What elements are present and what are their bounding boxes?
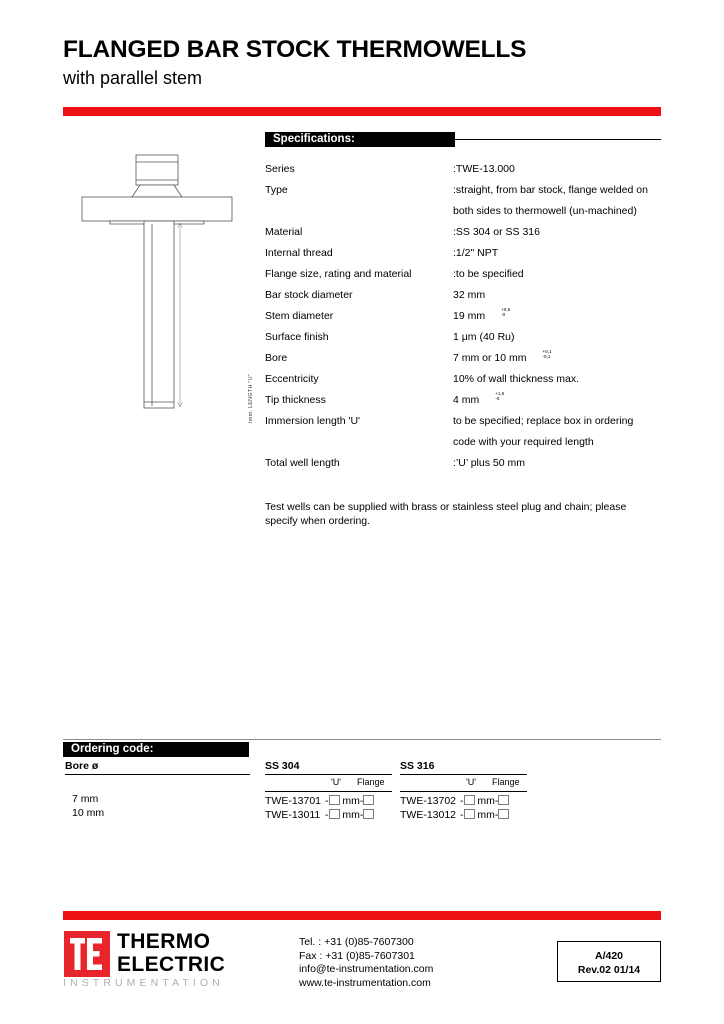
spec-value: :SS 304 or SS 316 <box>453 226 540 238</box>
spec-key: Tip thickness <box>265 394 326 406</box>
dash: - <box>460 808 464 821</box>
spec-value: 32 mm <box>453 289 486 301</box>
thermowell-svg <box>70 140 250 440</box>
order-code-list <box>265 795 395 822</box>
spec-key: Stem diameter <box>265 310 334 322</box>
bore-value: 10 mm <box>72 806 105 819</box>
spec-value-text: 7 mm or 10 mm <box>453 352 527 364</box>
spec-key: Bore <box>265 352 288 364</box>
tolerance-marker <box>542 349 569 362</box>
spec-row-stem-diameter <box>265 307 665 331</box>
order-code-list <box>400 795 530 822</box>
spec-value: :’U’ plus 50 mm <box>453 457 525 469</box>
tolerance-marker <box>495 391 521 404</box>
order-code: TWE-13701 <box>265 795 322 807</box>
material-subheader-rule <box>400 791 527 792</box>
company-name-line1: THERMO <box>117 930 211 953</box>
order-code-fields <box>460 795 509 809</box>
spec-value: :to be specified <box>453 268 524 280</box>
material-subheader-rule <box>265 791 392 792</box>
footer-red-rule <box>63 911 661 920</box>
unit-label: mm- <box>342 795 364 807</box>
specifications-heading: Specifications: <box>273 133 355 145</box>
material-column-title: SS 316 <box>400 760 435 772</box>
flange-input-box[interactable] <box>363 809 374 819</box>
document-revision-box <box>557 941 661 982</box>
spec-value <box>453 391 521 406</box>
spec-row-total-well-length <box>265 457 665 478</box>
material-column-rule <box>265 774 392 775</box>
dash: - <box>460 795 464 807</box>
subheader-flange: Flange <box>492 777 520 787</box>
spec-row-bore <box>265 349 665 373</box>
material-column-rule <box>400 774 527 775</box>
material-column-subheaders <box>265 777 395 790</box>
tolerance-lower: -0 <box>501 312 506 317</box>
spec-key: Immersion length 'U' <box>265 415 361 427</box>
order-code-fields <box>460 809 509 823</box>
page-title: FLANGED BAR STOCK THERMOWELLS <box>63 36 527 63</box>
tolerance-upper: +0,1 <box>542 349 552 354</box>
contact-fax: Fax : +31 (0)85-7607301 <box>299 949 415 962</box>
order-code: TWE-13702 <box>400 795 457 807</box>
u-length-input-box[interactable] <box>464 809 475 819</box>
tolerance-lower: -0,1 <box>542 354 551 359</box>
spec-value-text: 4 mm <box>453 394 480 406</box>
tolerance-marker <box>501 307 527 320</box>
flange-input-box[interactable] <box>498 809 509 819</box>
spec-key: Internal thread <box>265 247 333 259</box>
spec-value: 1 μm (40 Ru) <box>453 331 515 343</box>
ordering-column-bore <box>65 760 250 820</box>
unit-label: mm- <box>477 795 499 807</box>
tolerance-lower: -0 <box>495 396 500 401</box>
spec-row-surface-finish <box>265 331 665 352</box>
spec-key: Surface finish <box>265 331 329 343</box>
ordering-column-ss316 <box>400 760 530 822</box>
spec-key: Eccentricity <box>265 373 319 385</box>
specifications-table <box>265 163 665 478</box>
order-code-fields <box>325 809 374 823</box>
flange-input-box[interactable] <box>498 795 509 805</box>
bore-value: 7 mm <box>72 793 99 805</box>
te-monogram-icon <box>64 931 110 977</box>
unit-label: mm- <box>477 808 499 821</box>
subheader-u: 'U' <box>466 777 476 787</box>
contact-tel: Tel. : +31 (0)85-7607300 <box>299 936 414 948</box>
u-length-input-box[interactable] <box>329 809 340 819</box>
spec-value: :TWE-13.000 <box>453 163 515 175</box>
thermo-electric-logo-icon <box>64 931 110 977</box>
spec-key: Material <box>265 226 303 238</box>
specifications-header-rule <box>455 139 661 140</box>
dash: - <box>325 808 329 821</box>
ordering-heading: Ordering code: <box>71 743 154 755</box>
document-revision-inner <box>558 949 660 977</box>
u-length-input-box[interactable] <box>464 795 475 805</box>
company-name <box>117 930 225 976</box>
subheader-u: 'U' <box>331 777 341 787</box>
spec-row-immersion-length <box>265 415 665 457</box>
specifications-note: Test wells can be supplied with brass or stainless steel plug and chain; please specify when ordering. <box>265 501 627 527</box>
spec-value: :straight, from bar stock, flange welded on <box>453 184 648 196</box>
bore-column-title: Bore ø <box>65 760 99 772</box>
spec-row-tip-thickness <box>265 391 665 415</box>
spec-value-text: 19 mm <box>453 310 486 322</box>
u-length-input-box[interactable] <box>329 795 340 805</box>
header-red-rule <box>63 107 661 116</box>
spec-key: Bar stock diameter <box>265 289 353 301</box>
tolerance-upper: +0,5 <box>501 307 511 312</box>
spec-key: Series <box>265 163 295 175</box>
spec-value <box>453 349 569 364</box>
subheader-flange: Flange <box>357 777 385 787</box>
order-code-row <box>265 809 395 823</box>
flange-input-box[interactable] <box>363 795 374 805</box>
document-revision: Rev.02 01/14 <box>577 964 641 976</box>
spec-key: Type <box>265 184 288 196</box>
spec-key: Total well length <box>265 457 340 469</box>
order-code: TWE-13012 <box>400 808 457 821</box>
order-code-fields <box>325 795 374 809</box>
spec-key: Flange size, rating and material <box>265 268 412 280</box>
specifications-header-bar <box>265 132 455 147</box>
spec-value: 10% of wall thickness max. <box>453 373 580 385</box>
spec-value: :1/2" NPT <box>453 247 499 259</box>
page-subtitle: with parallel stem <box>63 68 203 88</box>
bore-column-rule <box>65 774 250 775</box>
spec-row-flange-size <box>265 268 665 289</box>
thermowell-drawing <box>70 140 254 440</box>
spec-row-internal-thread <box>265 247 665 268</box>
tolerance-upper: +1,5 <box>495 391 505 396</box>
spec-row-eccentricity <box>265 373 665 394</box>
ordering-top-rule <box>63 739 661 740</box>
spec-value-line2: code with your required length <box>453 436 594 448</box>
order-code-row <box>265 795 395 809</box>
spec-row-type <box>265 184 665 226</box>
spec-row-series <box>265 163 665 184</box>
company-tagline: INSTRUMENTATION <box>63 977 224 989</box>
spec-value <box>453 307 527 322</box>
immersion-length-dimension-label: Imm. LENGTH "U" <box>248 373 254 423</box>
company-name-line2: ELECTRIC <box>117 953 226 976</box>
contact-website[interactable]: www.te-instrumentation.com <box>299 976 431 989</box>
ordering-column-ss304 <box>265 760 395 822</box>
spec-row-bar-stock-diameter <box>265 289 665 310</box>
contact-block <box>299 936 433 990</box>
order-code: TWE-13011 <box>265 808 321 821</box>
ordering-header-bar <box>63 742 249 757</box>
spec-value-line2: both sides to thermowell (un-machined) <box>453 205 637 217</box>
contact-email[interactable]: info@te-instrumentation.com <box>299 963 434 976</box>
document-code: A/420 <box>594 950 624 962</box>
bore-value-list <box>65 793 250 820</box>
dash: - <box>325 795 329 807</box>
order-code-row <box>400 795 530 809</box>
material-column-subheaders <box>400 777 530 790</box>
material-column-title: SS 304 <box>265 760 300 772</box>
order-code-row <box>400 809 530 823</box>
spec-value: to be specified; replace box in ordering <box>453 415 634 427</box>
unit-label: mm- <box>342 808 364 821</box>
spec-row-material <box>265 226 665 247</box>
